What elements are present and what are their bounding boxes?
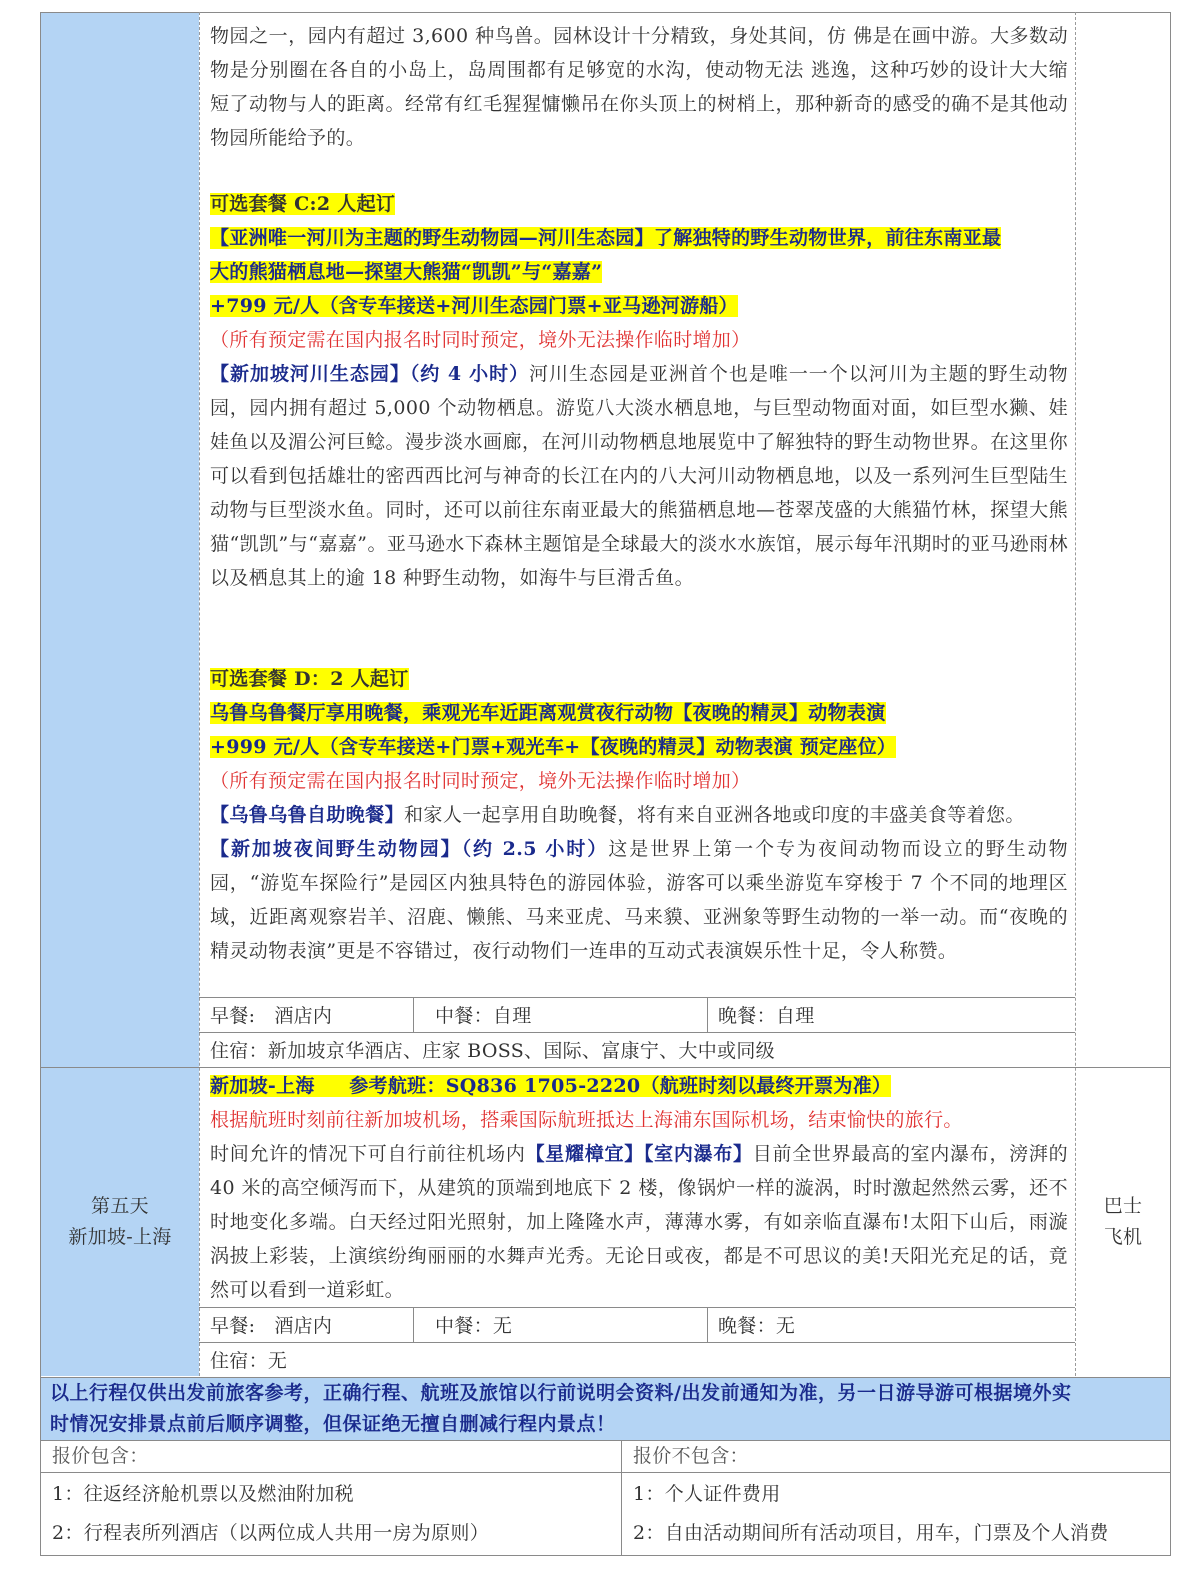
- package-d-buffet-head: 【乌鲁乌鲁自助晚餐】: [210, 804, 405, 826]
- lunch-cell: 中餐：自理: [435, 1005, 532, 1027]
- day5-flight: 新加坡-上海 参考航班：SQ836 1705-2220（航班时刻以最终开票为准）: [210, 1075, 892, 1097]
- package-c-detail-head: 【新加坡河川生态园】（约 4 小时）: [210, 363, 530, 385]
- include-item-2: 2：行程表所列酒店（以两位成人共用一房为原则）: [52, 1522, 489, 1544]
- exclude-item-2: 2：自由活动期间所有活动项目，用车，门票及个人消费: [633, 1522, 1109, 1544]
- package-c-headline-1: 【亚洲唯一河川为主题的野生动物园—河川生态园】了解独特的野生动物世界，前往东南亚最: [210, 227, 1002, 249]
- day5-jewel-description: [210, 1137, 1068, 1307]
- day5-jewel-head: 【星耀樟宜】: [525, 1143, 644, 1165]
- hotel-cell: 住宿：新加坡京华酒店、庄家 BOSS、国际、富康宁、大中或同级: [210, 1040, 775, 1062]
- include-title: 报价包含：: [52, 1445, 149, 1467]
- meals-row-top-border: [199, 997, 1075, 998]
- package-d-night-safari-body: 这是世界上第一个专为夜间动物而设立的野生动物园，“游览车探险行”是园区内独具特色的游园体验，游客可以乘坐游览车穿梭于 7 个不同的地理区域，近距离观察岩羊、沼鹿、懒熊、马来亚虎、马来貘、亚洲象等野生动物的一举一动。而“夜晚的精灵动物表演”更是不容错过，夜行动物们一连串的互动式表演娱乐性十足，令人称赞。: [210, 838, 1068, 962]
- day-column-top: [41, 12, 199, 1067]
- day5-intro: 时间允许的情况下可自行前往机场内: [210, 1143, 526, 1165]
- day5-meals-row-top-border: [199, 1307, 1075, 1308]
- meals-sep-1: [413, 997, 414, 1032]
- package-d-title: 可选套餐 D：2 人起订: [210, 668, 409, 690]
- price-header-bottom: [40, 1472, 1171, 1473]
- package-d-price: +999 元/人（含专车接送+门票+观光车+【夜晚的精灵】动物表演 预定座位）: [210, 736, 897, 758]
- notice-line-1: 以上行程仅供出发前旅客参考，正确行程、航班及旅馆以行前说明会资料/出发前通知为准，另一日游导游可根据境外实: [50, 1382, 1072, 1404]
- frame-left-border: [40, 12, 41, 1556]
- notice-line-2: 时情况安排景点前后顺序调整，但保证绝无擅自删减行程内景点！: [50, 1413, 616, 1435]
- package-c-detail: [210, 357, 1068, 595]
- price-col-sep: [621, 1441, 622, 1556]
- col-sep-content-right: [1075, 12, 1076, 1376]
- breakfast-cell: 早餐: 酒店内: [210, 1005, 333, 1027]
- meals-sep-2: [707, 997, 708, 1032]
- day5-hotel-cell: 住宿：无: [210, 1350, 288, 1372]
- package-d-night-safari-head: 【新加坡夜间野生动物园】（约 2.5 小时）: [210, 838, 609, 860]
- transport-bus: 巴士: [1103, 1195, 1143, 1217]
- day5-hotel-row-top-border: [199, 1342, 1075, 1343]
- package-d-buffet: [210, 798, 1068, 832]
- day5-breakfast-cell: 早餐: 酒店内: [210, 1315, 333, 1337]
- day5-waterfall-head: 【室内瀑布】: [643, 1143, 753, 1165]
- frame-right-border: [1170, 12, 1171, 1556]
- notice-text: [50, 1378, 1160, 1440]
- package-c-headline-2: 大的熊猫栖息地—探望大熊猫“凯凯”与“嘉嘉”: [210, 261, 603, 283]
- dinner-cell: 晚餐：自理: [718, 1005, 815, 1027]
- day5-lunch-cell: 中餐：无: [435, 1315, 513, 1337]
- day5-meals-sep-1: [413, 1307, 414, 1342]
- package-d-night-safari: [210, 832, 1068, 968]
- zoo-description: 物园之一，园内有超过 3,600 种鸟兽。园林设计十分精致，身处其间，仿 佛是在画中游。大多数动物是分别圈在各自的小岛上，岛周围都有足够宽的水沟，使动物无法 逃逸，这种巧妙的设计大大缩短了动物与人的距离。经常有红毛猩猩慵懒吊在你头顶上的树梢上，那种新奇的感受的确不是其他动物园所能给予的。: [210, 25, 1068, 149]
- exclude-item-1: 1：个人证件费用: [633, 1483, 781, 1505]
- exclude-title: 报价不包含：: [633, 1445, 749, 1467]
- package-d-buffet-body: 和家人一起享用自助晚餐，将有来自亚洲各地或印度的丰盛美食等着您。: [404, 804, 1025, 826]
- day5-body: 目前全世界最高的室内瀑布，滂湃的 40 米的高空倾泻而下，从建筑的顶端到地底下 2 楼，像锅炉一样的漩涡，时时激起然然云雾，还不时地变化多端。白天经过阳光照射，加上隆隆水声，薄薄水雾，有如亲临直瀑布!太阳下山后，雨漩涡披上彩装，上演缤纷绚丽丽的水舞声光秀。无论日或夜，都是不可思议的美!天阳光充足的话，竟然可以看到一道彩虹。: [210, 1143, 1069, 1301]
- package-d-note: （所有预定需在国内报名时同时预定，境外无法操作临时增加）: [210, 770, 751, 792]
- package-d-headline: 乌鲁乌鲁餐厅享用晚餐，乘观光车近距离观赏夜行动物【夜晚的精灵】动物表演: [210, 702, 886, 724]
- day5-dinner-cell: 晚餐：无: [718, 1315, 796, 1337]
- hotel-row-top-border: [199, 1032, 1075, 1033]
- frame-top-border: [40, 12, 1171, 13]
- day5-label: [41, 1191, 199, 1253]
- day5-label-route: 新加坡-上海: [68, 1226, 172, 1248]
- day5-label-day: 第五天: [91, 1195, 149, 1217]
- day5-transport: [1076, 1191, 1170, 1253]
- package-c-detail-body: 河川生态园是亚洲首个也是唯一一个以河川为主题的野生动物园，园内拥有超过 5,000 个动物栖息。游览八大淡水栖息地，与巨型动物面对面，如巨型水獭、娃娃鱼以及湄公河巨鲶。漫步淡水画廊，在河川动物栖息地展览中了解独特的野生动物世界。在这里你可以看到包括雄壮的密西西比河与神奇的长江在内的八大河川动物栖息地，以及一系列河生巨型陆生动物与巨型淡水鱼。同时，还可以前往东南亚最大的熊猫栖息地—苍翠茂盛的大熊猫竹林，探望大熊猫“凯凯”与“嘉嘉”。亚马逊水下森林主题馆是全球最大的淡水水族馆，展示每年汛期时的亚马逊雨林以及栖息其上的逾 18 种野生动物，如海牛与巨滑舌鱼。: [210, 363, 1068, 589]
- col-sep-content-left: [199, 12, 200, 1376]
- frame-bottom-border: [40, 1555, 1171, 1556]
- package-c-price: +799 元/人（含专车接送+河川生态园门票+亚马逊河游船）: [210, 295, 738, 317]
- day5-meals-sep-2: [707, 1307, 708, 1342]
- package-c-title: 可选套餐 C:2 人起订: [210, 193, 396, 215]
- package-c-note: （所有预定需在国内报名时同时预定，境外无法操作临时增加）: [210, 329, 751, 351]
- include-item-1: 1：往返经济舱机票以及燃油附加税: [52, 1483, 354, 1505]
- transport-plane: 飞机: [1103, 1226, 1143, 1248]
- day5-airport-note: 根据航班时刻前往新加坡机场，搭乘国际航班抵达上海浦东国际机场，结束愉快的旅行。: [210, 1109, 963, 1131]
